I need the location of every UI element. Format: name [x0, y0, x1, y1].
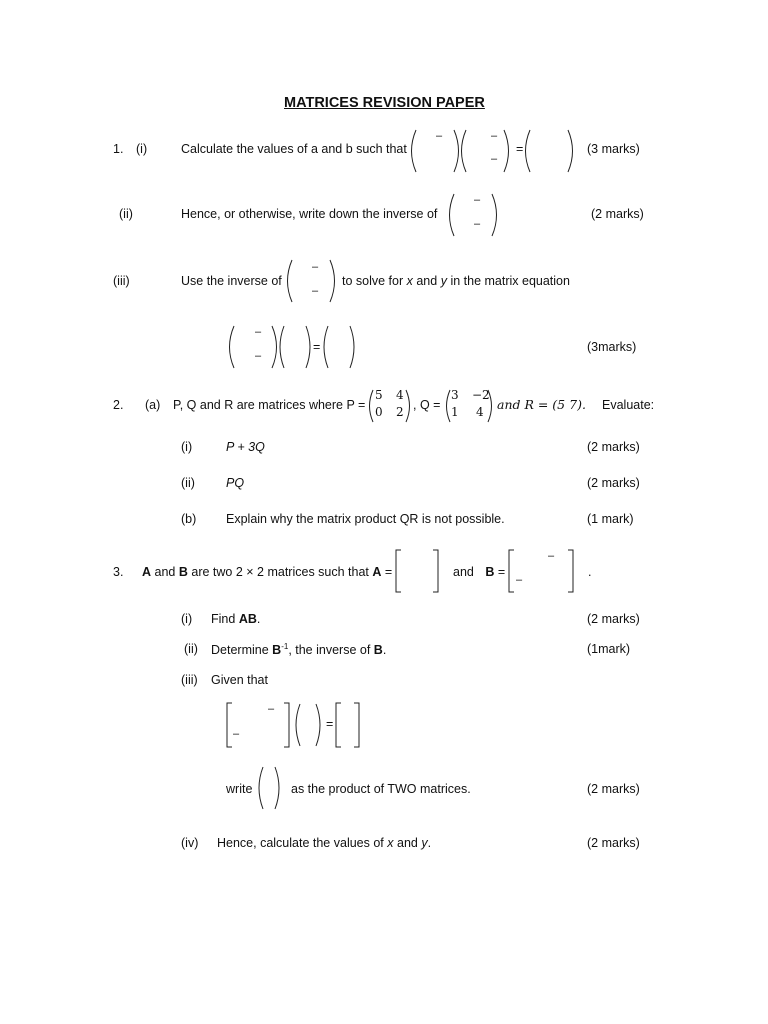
- q3iii-equals: =: [326, 717, 334, 731]
- q3i-find: Find: [211, 612, 236, 626]
- q1iii-minus-1: –: [312, 261, 319, 273]
- q1ii-minus-1: –: [474, 194, 481, 206]
- q2i-label: (i): [181, 440, 193, 454]
- q1i-label: (i): [136, 142, 148, 156]
- q3iii-minus-2: –: [233, 728, 240, 740]
- q3-intro: [142, 565, 392, 579]
- q2b-text: Explain why the matrix product QR is not possible.: [226, 512, 505, 526]
- q3i-label: (i): [181, 612, 193, 626]
- q3iv-var-y: y: [421, 836, 428, 850]
- q1i-equals: =: [516, 142, 524, 156]
- q3i-bold: AB: [238, 612, 257, 626]
- q2a-q-label: , Q =: [413, 398, 441, 412]
- q3iv-text: [217, 836, 431, 850]
- q1iii-var-y: y: [440, 274, 447, 288]
- q3iv-marks: (2 marks): [587, 836, 640, 850]
- q1iii-matrix-equation: [224, 324, 364, 370]
- q1iii-marks: (3marks): [587, 340, 637, 354]
- q1iii-text-after-1: to solve for: [342, 274, 404, 288]
- q3-number: 3.: [113, 565, 124, 579]
- matrix-p-cell: 0: [375, 405, 383, 419]
- q2a-r-definition: and R = (5 7).: [497, 397, 586, 412]
- q3iv-var-x: x: [387, 836, 394, 850]
- q1iii-text-after: [342, 274, 570, 288]
- matrix-a: [393, 548, 443, 594]
- q3-B-2: B: [485, 565, 495, 579]
- q3ii-marks: (1mark): [587, 642, 631, 656]
- q1iii-text-before: Use the inverse of: [181, 274, 282, 288]
- q1ii-label: (ii): [119, 207, 133, 221]
- q3iii-label: (iii): [181, 673, 198, 687]
- matrix-q-cell: −2: [472, 388, 490, 402]
- q3-and-2: and: [453, 565, 474, 579]
- q3-eq-1: =: [384, 565, 393, 579]
- q2ii-text: PQ: [226, 476, 245, 490]
- matrix-p-cell: 2: [396, 405, 404, 419]
- q3-A: A: [142, 565, 152, 579]
- q3iv-text-main: Hence, calculate the values of: [217, 836, 384, 850]
- q2a-evaluate: Evaluate:: [602, 398, 655, 412]
- q3i-text: [211, 612, 260, 626]
- q2a-label: (a): [145, 398, 161, 412]
- q3ii-sup: -1: [281, 642, 289, 651]
- q1iii-minus-2: –: [312, 285, 319, 297]
- matrix-b-minus-1: –: [548, 550, 555, 562]
- q2i-marks: (2 marks): [587, 440, 640, 454]
- q3ii-bold-b-2: B: [373, 643, 383, 658]
- q1iii-and: and: [416, 274, 438, 288]
- q2i-text: P + 3Q: [226, 440, 265, 454]
- q3-period: .: [588, 565, 592, 579]
- q1i-minus-3: –: [491, 153, 498, 165]
- q2a-text: P, Q and R are matrices where P =: [173, 398, 366, 412]
- matrix-b-minus-2: –: [516, 574, 523, 586]
- q3iv-label: (iv): [181, 836, 199, 850]
- q3iii-minus-1: –: [268, 703, 275, 715]
- q2ii-label: (ii): [181, 476, 195, 490]
- q3iv-and: and: [397, 836, 418, 850]
- matrix-b: [506, 548, 578, 594]
- matrix-q-cell: 3: [451, 388, 459, 402]
- q2b-label: (b): [181, 512, 197, 526]
- q3-B: B: [178, 565, 188, 579]
- q3iii-write: write: [226, 782, 253, 796]
- q3-and-1: and: [154, 565, 176, 579]
- q3ii-bold-b: B: [272, 643, 282, 658]
- q3-text-1: are two 2 × 2 matrices such that: [191, 565, 369, 579]
- matrix-p-cell: 4: [396, 388, 404, 402]
- q3iii-marks: (2 marks): [587, 782, 640, 796]
- q3ii-text: [211, 642, 386, 657]
- q3ii-label: (ii): [184, 642, 198, 656]
- q1i-minus-1: –: [436, 130, 443, 142]
- matrix-q-cell: 4: [476, 405, 484, 419]
- q1ii-text: Hence, or otherwise, write down the inverse of: [181, 207, 438, 221]
- q3-and-b: [453, 565, 505, 579]
- page-title: MATRICES REVISION PAPER: [284, 95, 485, 111]
- q3ii-determine: Determine: [211, 643, 269, 658]
- q1iii-text-after-2: in the matrix equation: [450, 274, 570, 288]
- q3-eq-2: =: [497, 565, 506, 579]
- q1iii-eq-minus-2: –: [255, 350, 262, 362]
- q1iii-label: (iii): [113, 274, 130, 288]
- q2b-marks: (1 mark): [587, 512, 634, 526]
- q1-number: 1.: [113, 142, 124, 156]
- q1i-text: Calculate the values of a and b such that: [181, 142, 407, 156]
- q3iii-matrix-equation: [224, 701, 364, 749]
- q3iii-vector: [255, 764, 285, 812]
- q3i-marks: (2 marks): [587, 612, 640, 626]
- matrix-p-brackets: [366, 388, 414, 424]
- q3i-end: .: [256, 612, 261, 626]
- matrix-p-cell: 5: [375, 388, 383, 402]
- q3ii-end: .: [382, 643, 387, 658]
- q3iv-end: .: [427, 836, 432, 850]
- q2ii-marks: (2 marks): [587, 476, 640, 490]
- q1iii-eq-minus-1: –: [255, 326, 262, 338]
- q1iii-var-x: x: [406, 274, 413, 288]
- q1ii-minus-2: –: [474, 218, 481, 230]
- q1i-marks: (3 marks): [587, 142, 640, 156]
- q1ii-marks: (2 marks): [591, 207, 644, 221]
- matrix-q-cell: 1: [451, 405, 459, 419]
- q2-number: 2.: [113, 398, 124, 412]
- q1i-minus-2: –: [491, 130, 498, 142]
- q1iii-equals: =: [313, 340, 321, 354]
- q3-A-2: A: [372, 565, 382, 579]
- q3iii-text-2: as the product of TWO matrices.: [291, 782, 471, 796]
- q3iii-text: Given that: [211, 673, 268, 687]
- q3ii-text-2: , the inverse of: [288, 643, 371, 658]
